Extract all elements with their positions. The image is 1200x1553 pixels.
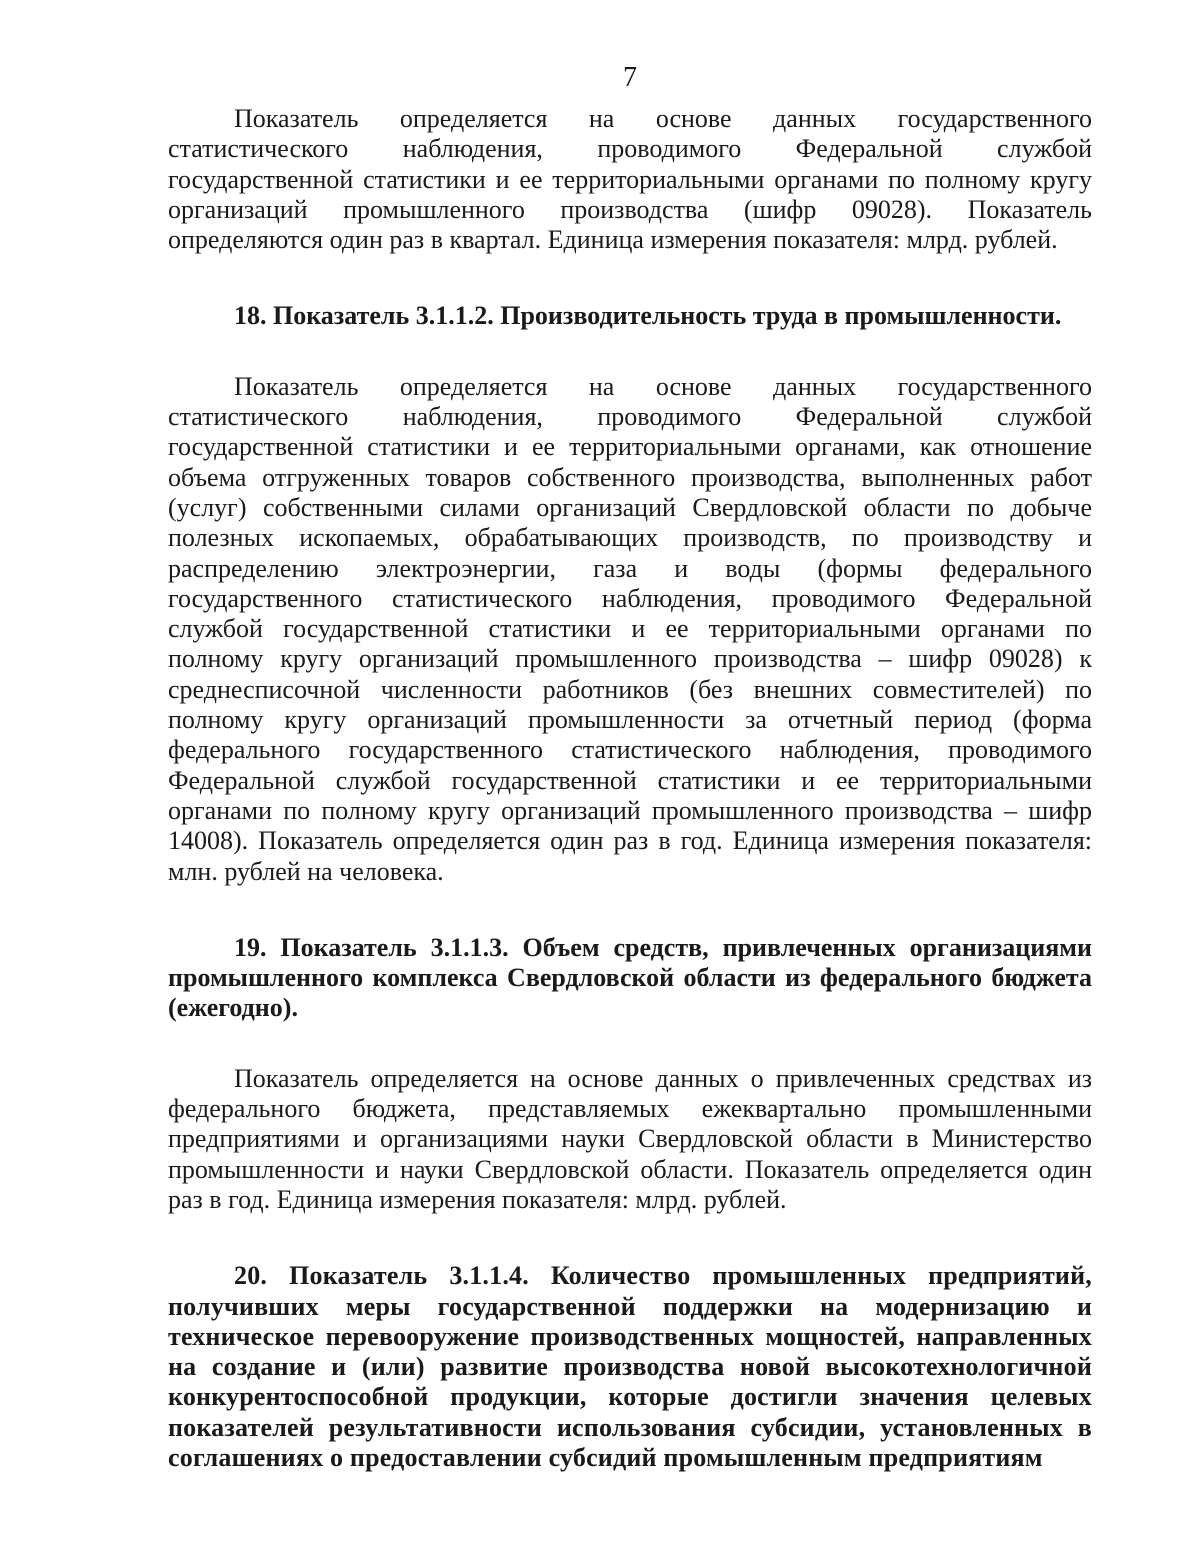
page-number: 7 — [623, 62, 637, 93]
intro-paragraph: Показатель определяется на основе данных государственного статистического наблюдения, проводимого Федеральной службой государственной статистики и ее территориальными органами по полному кругу организаций промышленного производства (шифр 09028). Показатель определяются один раз в квартал. Единица измерения показателя: млрд. рублей. — [168, 104, 1092, 255]
section-20-heading: 20. Показатель 3.1.1.4. Количество промышленных предприятий, получивших меры государственной поддержки на модернизацию и техническое перевооружение производственных мощностей, направленных на создание и (или) развитие производства новой высокотехнологичной конкурентоспособной продукции, которые достигли значения целевых показателей результативности использования субсидии, установленных в соглашениях о предоставлении субсидий промышленным предприятиям — [168, 1261, 1092, 1472]
section-18-heading: 18. Показатель 3.1.1.2. Производительность труда в промышленности. — [234, 301, 1062, 331]
document-body — [168, 104, 1092, 1473]
section-19-paragraph: Показатель определяется на основе данных о привлеченных средствах из федерального бюджета, представляемых ежеквартально промышленными предприятиями и организациями науки Свердловской области в Министерство промышленности и науки Свердловской области. Показатель определяется один раз в год. Единица измерения показателя: млрд. рублей. — [168, 1063, 1092, 1214]
section-18-paragraph: Показатель определяется на основе данных государственного статистического наблюдения, проводимого Федеральной службой государственной статистики и ее территориальными органами, как отношение объема отгруженных товаров собственного производства, выполненных работ (услуг) собственными силами организаций Свердловской области по добыче полезных ископаемых, обрабатывающих производств, по производству и распределению электроэнергии, газа и воды (формы федерального государственного статистического наблюдения, проводимого Федеральной службой государственной статистики и ее территориальными органами по полному кругу организаций промышленного производства – шифр 09028) к среднесписочной численности работников (без внешних совместителей) по полному кругу организаций промышленности за отчетный период (форма федерального государственного статистического наблюдения, проводимого Федеральной службой государственной статистики и ее территориальными органами по полному кругу организаций промышленного производства – шифр 14008). Показатель определяется один раз в год. Единица измерения показателя: млн. рублей на человека. — [168, 371, 1092, 886]
section-19-heading: 19. Показатель 3.1.1.3. Объем средств, привлеченных организациями промышленного комплекса Свердловской области из федерального бюджета (ежегодно). — [168, 932, 1092, 1023]
